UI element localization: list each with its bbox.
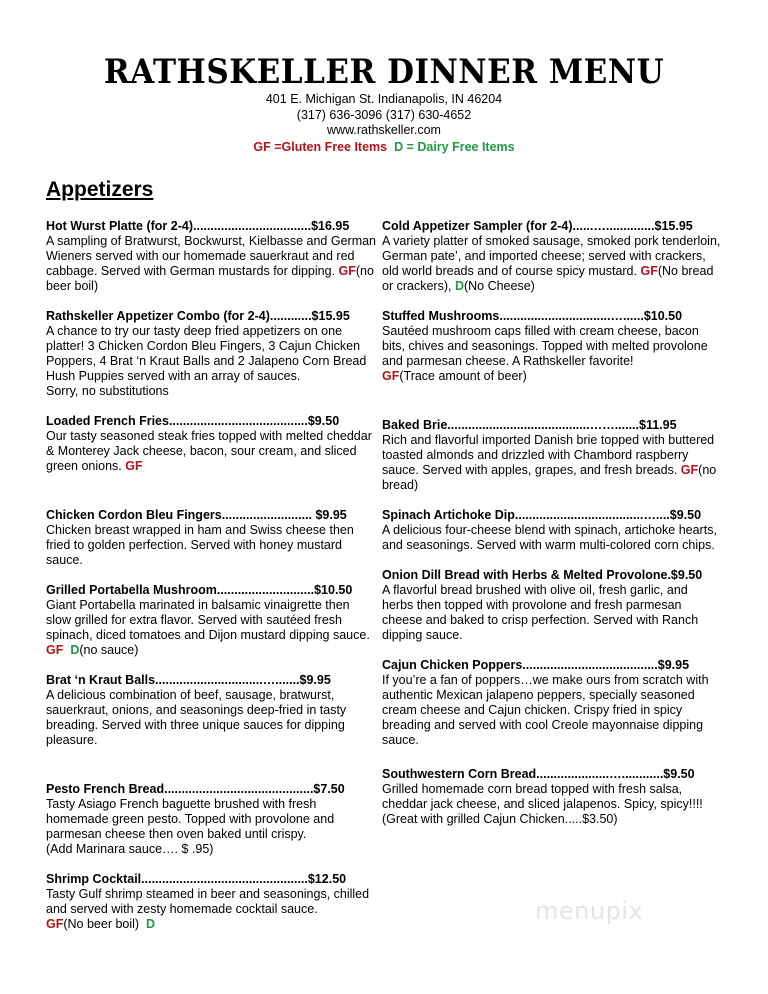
dairy-free-tag: D	[70, 643, 80, 657]
menu-item	[382, 219, 722, 294]
menu-item	[46, 872, 376, 932]
menu-item-description: A delicious four-cheese blend with spinach, artichoke hearts, and seasonings. Served with warm multi-colored corn chips.	[382, 523, 717, 552]
gluten-free-note: (No beer boil)	[63, 917, 140, 931]
diet-legend	[0, 139, 768, 155]
gluten-free-tag: GF	[125, 459, 143, 473]
menu-item-title: Spinach Artichoke Dip.....................................…....$9.50	[382, 508, 702, 522]
menu-title: RATHSKELLER DINNER MENU	[103, 52, 665, 92]
menu-item-title: Cold Appetizer Sampler (for 2-4)......…..............$15.95	[382, 219, 693, 233]
menu-item-description: A chance to try our tasty deep fried appetizers on one platter! 3 Chicken Cordon Bleu Fingers, 3 Cajun Chicken Poppers, 4 Brat ‘n Kraut Balls and 2 Jalapeno Corn Bread Hush Puppies served with an array of sauces.	[46, 324, 367, 383]
menu-item	[382, 309, 722, 384]
menu-item	[46, 309, 376, 399]
menu-item-title: Baked Brie.........................................…….......$11.95	[382, 418, 677, 432]
menu-item-description: Giant Portabella marinated in balsamic vinaigrette then slow grilled for extra flavor. Served with sautéed fresh spinach, diced tomatoes and Dijon mustard dipping sauce. GF D(no sauce)	[46, 598, 370, 657]
gluten-free-tag: GF	[338, 264, 356, 278]
menu-item	[46, 583, 376, 658]
gluten-free-tag: GF	[46, 917, 64, 931]
menu-item-tags	[46, 917, 376, 932]
gluten-free-tag: GF	[640, 264, 658, 278]
menu-item-description: Chicken breast wrapped in ham and Swiss cheese then fried to golden perfection. Served with honey mustard sauce.	[46, 523, 354, 567]
menu-item-title: Brat ‘n Kraut Balls...............................….......$9.95	[46, 673, 331, 687]
dairy-free-note: (No Cheese)	[463, 279, 535, 293]
address: 401 E. Michigan St. Indianapolis, IN 46204	[265, 92, 503, 106]
website: www.rathskeller.com	[327, 123, 441, 137]
gluten-free-note: (Trace amount of beer)	[399, 369, 527, 383]
gluten-free-tag: GF	[46, 643, 64, 657]
menu-item-description: Rich and flavorful imported Danish brie topped with buttered toasted almonds and drizzled with Chambord raspberry sauce. Served with apples, grapes, and fresh breads. GF(no bread)	[382, 433, 717, 492]
gluten-free-note: (No bread or crackers),	[382, 264, 714, 293]
menu-item-title: Shrimp Cocktail................................................$12.50	[46, 872, 347, 886]
gluten-free-tag: GF	[382, 369, 400, 383]
menu-item-title: Southwestern Corn Bread.....................…............$9.50	[382, 767, 695, 781]
menu-item-description: Our tasty seasoned steak fries topped with melted cheddar & Monterey Jack cheese, bacon, sour cream, and sliced green onions. GF	[46, 429, 372, 473]
menu-item-description: Tasty Gulf shrimp steamed in beer and seasonings, chilled and served with zesty homemade cocktail sauce.	[46, 887, 370, 916]
menu-item	[382, 508, 722, 553]
menu-item-title: Loaded French Fries........................................$9.50	[46, 414, 340, 428]
gluten-free-note: (no beer boil)	[46, 264, 374, 293]
menu-item-description: If you’re a fan of poppers…we make ours from scratch with authentic Mexican jalapeno peppers, specially seasoned cream cheese and Cajun chicken. Crispy fried in spicy breading and served with cool Creole mayonnaise dipping sauce.	[382, 673, 709, 747]
menu-item-note: (Add Marinara sauce…. $ .95)	[46, 842, 214, 856]
menu-item-description: A variety platter of smoked sausage, smoked pork tenderloin, German pate’, and imported cheese; served with crackers, old world breads and of course spicy mustard. GF(No bread or crackers), D(No Cheese)	[382, 234, 721, 293]
gluten-free-note: (no bread)	[382, 463, 717, 492]
menu-item-description: Tasty Asiago French baguette brushed with fresh homemade green pesto. Topped with provolone and parmesan cheese then oven baked until crispy.	[46, 797, 335, 841]
dairy-free-note: (no sauce)	[79, 643, 139, 657]
section-title-appetizers: Appetizers	[46, 178, 154, 201]
menu-header	[0, 52, 768, 155]
menu-item-description: A sampling of Bratwurst, Bockwurst, Kielbasse and German Wieners served with our homemade sauerkraut and red cabbage. Served with German mustards for dipping. GF(no beer boil)	[46, 234, 377, 293]
menu-item-note: Sorry, no substitutions	[46, 384, 169, 398]
dairy-free-tag: D	[454, 279, 464, 293]
menu-item-title: Rathskeller Appetizer Combo (for 2-4)............$15.95	[46, 309, 350, 323]
legend-gluten-free: GF =Gluten Free Items	[253, 139, 388, 154]
menu-item-title: Hot Wurst Platte (for 2-4)..................................$16.95	[46, 219, 350, 233]
menu-item-description: A flavorful bread brushed with olive oil, fresh garlic, and herbs then topped with provolone and fresh parmesan cheese and baked to crisp perfection. Served with Ranch dipping sauce.	[382, 583, 699, 642]
menu-item-description: A delicious combination of beef, sausage, bratwurst, sauerkraut, onions, and seasonings deep-fried in tasty breading. Served with three unique sauces for dipping pleasure.	[46, 688, 347, 747]
menu-item	[46, 219, 376, 294]
menu-item	[46, 673, 376, 748]
menu-item-title: Grilled Portabella Mushroom............................$10.50	[46, 583, 353, 597]
menu-item	[46, 414, 376, 474]
menu-item-tags	[382, 369, 722, 384]
menu-item	[382, 418, 722, 493]
dairy-free-tag: D	[146, 917, 156, 931]
menu-item-title: Onion Dill Bread with Herbs & Melted Provolone.$9.50	[382, 568, 703, 582]
menu-item-description: Sautéed mushroom caps filled with cream cheese, bacon bits, chives and seasonings. Topped with melted provolone and parmesan cheese. A Rathskeller favorite!	[382, 324, 708, 368]
menu-item	[382, 767, 722, 827]
menu-item	[382, 658, 722, 748]
watermark-logo: menupix	[535, 897, 644, 925]
legend-dairy-free: D = Dairy Free Items	[394, 139, 515, 154]
menu-item-title: Stuffed Mushrooms................................…......$10.50	[382, 309, 683, 323]
menu-item-title: Cajun Chicken Poppers.......................................$9.95	[382, 658, 690, 672]
phone-numbers: (317) 636-3096 (317) 630-4652	[296, 107, 472, 122]
menu-item	[46, 508, 376, 568]
menu-item	[382, 568, 722, 643]
menu-item-description: Grilled homemade corn bread topped with fresh salsa, cheddar jack cheese, and sliced jalapenos. Spicy, spicy!!!! (Great with grilled Cajun Chicken.....$3.50)	[382, 782, 703, 826]
menu-item	[46, 782, 376, 857]
menu-column-right	[382, 219, 722, 827]
menu-item-title: Pesto French Bread...........................................$7.50	[46, 782, 345, 796]
menu-item-title: Chicken Cordon Bleu Fingers.......................... $9.95	[46, 508, 347, 522]
menu-column-left	[46, 219, 376, 932]
gluten-free-tag: GF	[680, 463, 699, 477]
